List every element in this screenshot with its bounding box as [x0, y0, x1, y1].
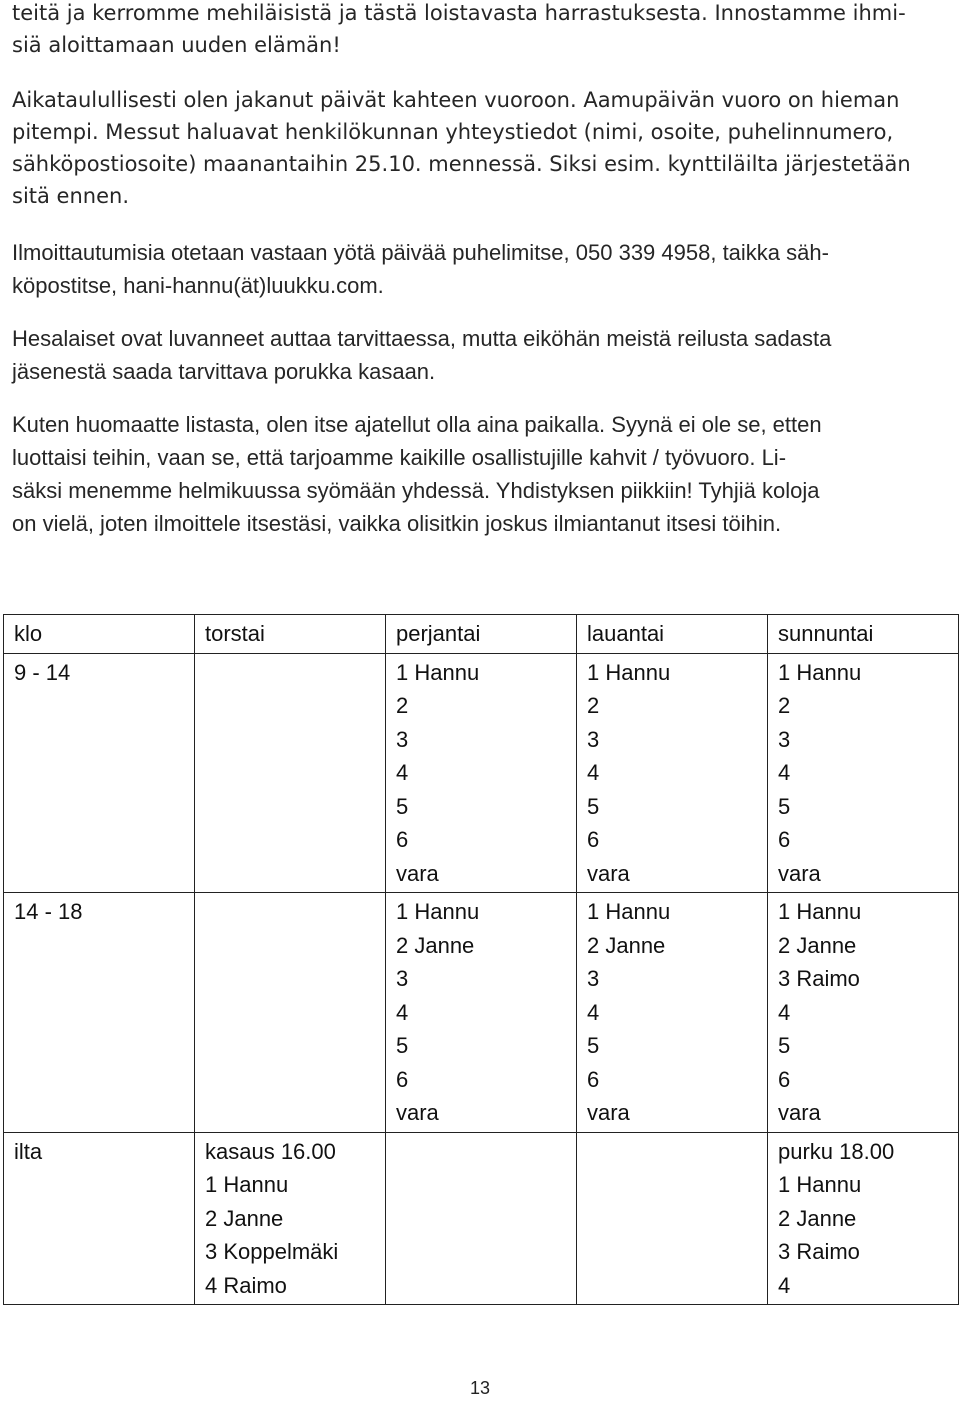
shift-entry: 4 — [396, 760, 409, 785]
paragraph-list-note — [12, 408, 957, 540]
shift-entry: 6 — [778, 827, 791, 852]
text-line: Hesalaiset ovat luvanneet auttaa tarvittaessa, mutta eiköhän meistä reilusta sadasta — [12, 326, 832, 351]
shift-entry: 5 — [778, 793, 791, 819]
table-header-row — [4, 615, 959, 654]
shift-entry: 5 — [587, 793, 600, 819]
text-line: siä aloittamaan uuden elämän! — [12, 33, 341, 57]
header-cell-thursday: torstai — [195, 615, 386, 654]
shift-cell-torstai — [195, 1132, 386, 1305]
shift-entry: 1 Hannu — [205, 1172, 289, 1197]
shift-entry: vara — [396, 860, 439, 886]
shift-entry: 4 — [587, 999, 600, 1025]
shift-cell-perjantai — [386, 1132, 577, 1305]
shift-entry: 1 Hannu — [587, 659, 671, 685]
shift-entry: 3 — [396, 726, 409, 752]
shift-cell-torstai — [195, 653, 386, 893]
shift-cell-lauantai — [577, 1132, 768, 1305]
shift-entry: 4 — [778, 760, 791, 785]
shift-entry: 4 — [587, 760, 600, 785]
shift-cell-perjantai — [386, 893, 577, 1133]
text-line: jäsenestä saada tarvittava porukka kasaan. — [12, 359, 436, 384]
paragraph-intro-end — [12, 0, 957, 61]
shift-entry: 2 Janne — [778, 932, 857, 958]
text-line: teitä ja kerromme mehiläisistä ja tästä loistavasta harrastuksesta. Innostamme ihmi- — [12, 1, 906, 25]
shift-entry: kasaus 16.00 — [205, 1138, 336, 1164]
shift-entry: 2 Janne — [396, 932, 475, 958]
shift-cell-sunnuntai — [768, 893, 959, 1133]
shift-entry: 3 — [396, 966, 409, 991]
text-line: säksi menemme helmikuussa syömään yhdessä. Yhdistyksen piikkiin! Tyhjiä koloja — [12, 478, 820, 503]
shift-entry: 2 Janne — [778, 1205, 857, 1231]
shift-entry: 5 — [396, 1033, 409, 1058]
shift-entry: 1 Hannu — [396, 899, 480, 924]
text-line: Ilmoittautumisia otetaan vastaan yötä päivää puhelimitse, 050 339 4958, taikka säh- — [12, 240, 829, 265]
shift-entry: vara — [778, 1100, 821, 1125]
shift-entry: 6 — [396, 827, 409, 852]
text-line: Kuten huomaatte listasta, olen itse ajatellut olla aina paikalla. Syynä ei ole se, etten — [12, 412, 822, 437]
table-row — [4, 1132, 959, 1305]
shift-cell-torstai — [195, 893, 386, 1133]
text-line: Aikataulullisesti olen jakanut päivät kahteen vuoroon. Aamupäivän vuoro on hieman — [12, 88, 900, 112]
shift-cell-lauantai — [577, 893, 768, 1133]
shift-entry: 4 — [396, 999, 409, 1025]
shift-entry: 5 — [396, 793, 409, 819]
header-cell-time: klo — [4, 615, 195, 654]
shift-entry: 5 — [778, 1033, 791, 1058]
time-slot-cell: ilta — [4, 1132, 195, 1305]
text-line: sitä ennen. — [12, 184, 129, 208]
shift-entry: 2 — [396, 693, 409, 718]
shift-cell-perjantai — [386, 653, 577, 893]
shift-entry: 5 — [587, 1033, 600, 1058]
shift-entry: 4 Raimo — [205, 1272, 287, 1298]
shift-entry: 4 — [778, 999, 791, 1025]
header-cell-friday: perjantai — [386, 615, 577, 654]
text-line: sähköpostiosoite) maanantaihin 25.10. mennessä. Siksi esim. kynttiläilta järjestetään — [12, 152, 911, 176]
shift-entry: vara — [778, 860, 821, 886]
shift-entry: 3 — [587, 726, 600, 752]
page-number: 13 — [469, 1378, 491, 1398]
shift-cell-sunnuntai — [768, 653, 959, 893]
shift-entry: 3 — [778, 726, 791, 752]
shift-entry: vara — [587, 1100, 630, 1125]
shift-schedule-table — [3, 614, 959, 1305]
shift-entry: 6 — [778, 1066, 791, 1092]
shift-entry: purku 18.00 — [778, 1138, 895, 1164]
shift-entry: vara — [587, 860, 630, 886]
shift-entry: 3 Koppelmäki — [205, 1239, 339, 1264]
text-line: pitempi. Messut haluavat henkilökunnan yhteystiedot (nimi, osoite, puhelinnumero, — [12, 120, 894, 144]
shift-entry: 2 Janne — [587, 932, 666, 958]
shift-entry: 1 Hannu — [778, 659, 862, 685]
paragraph-schedule-info — [12, 84, 957, 212]
text-line: on vielä, joten ilmoittele itsestäsi, vaikka olisitkin joskus ilmiantanut itsesi töihin. — [12, 511, 782, 536]
shift-entry: 1 Hannu — [396, 659, 480, 685]
shift-entry: 6 — [587, 827, 600, 852]
shift-entry: 1 Hannu — [778, 1172, 862, 1197]
text-line: köpostitse, hani-hannu(ät)luukku.com. — [12, 273, 384, 298]
shift-cell-sunnuntai — [768, 1132, 959, 1305]
paragraph-registration — [12, 236, 957, 302]
shift-entry: 2 — [778, 693, 791, 718]
time-slot-cell: 14 - 18 — [4, 893, 195, 1133]
table-row — [4, 653, 959, 893]
paragraph-helpers — [12, 322, 957, 388]
header-cell-sunday: sunnuntai — [768, 615, 959, 654]
shift-entry: 1 Hannu — [778, 899, 862, 924]
shift-entry: 6 — [396, 1066, 409, 1092]
table-body — [4, 653, 959, 1305]
header-cell-saturday: lauantai — [577, 615, 768, 654]
time-slot-cell: 9 - 14 — [4, 653, 195, 893]
shift-cell-lauantai — [577, 653, 768, 893]
shift-entry: 6 — [587, 1066, 600, 1092]
shift-entry: vara — [396, 1100, 439, 1125]
shift-entry: 3 Raimo — [778, 1239, 860, 1264]
shift-entry: 3 — [587, 966, 600, 991]
table-row — [4, 893, 959, 1133]
shift-entry: 4 — [778, 1272, 791, 1298]
shift-entry: 2 — [587, 693, 600, 718]
shift-entry: 1 Hannu — [587, 899, 671, 924]
shift-entry: 3 Raimo — [778, 966, 860, 991]
text-line: luottaisi teihin, vaan se, että tarjoamme kaikille osallistujille kahvit / työvuoro. Li- — [12, 445, 787, 470]
shift-entry: 2 Janne — [205, 1205, 284, 1231]
